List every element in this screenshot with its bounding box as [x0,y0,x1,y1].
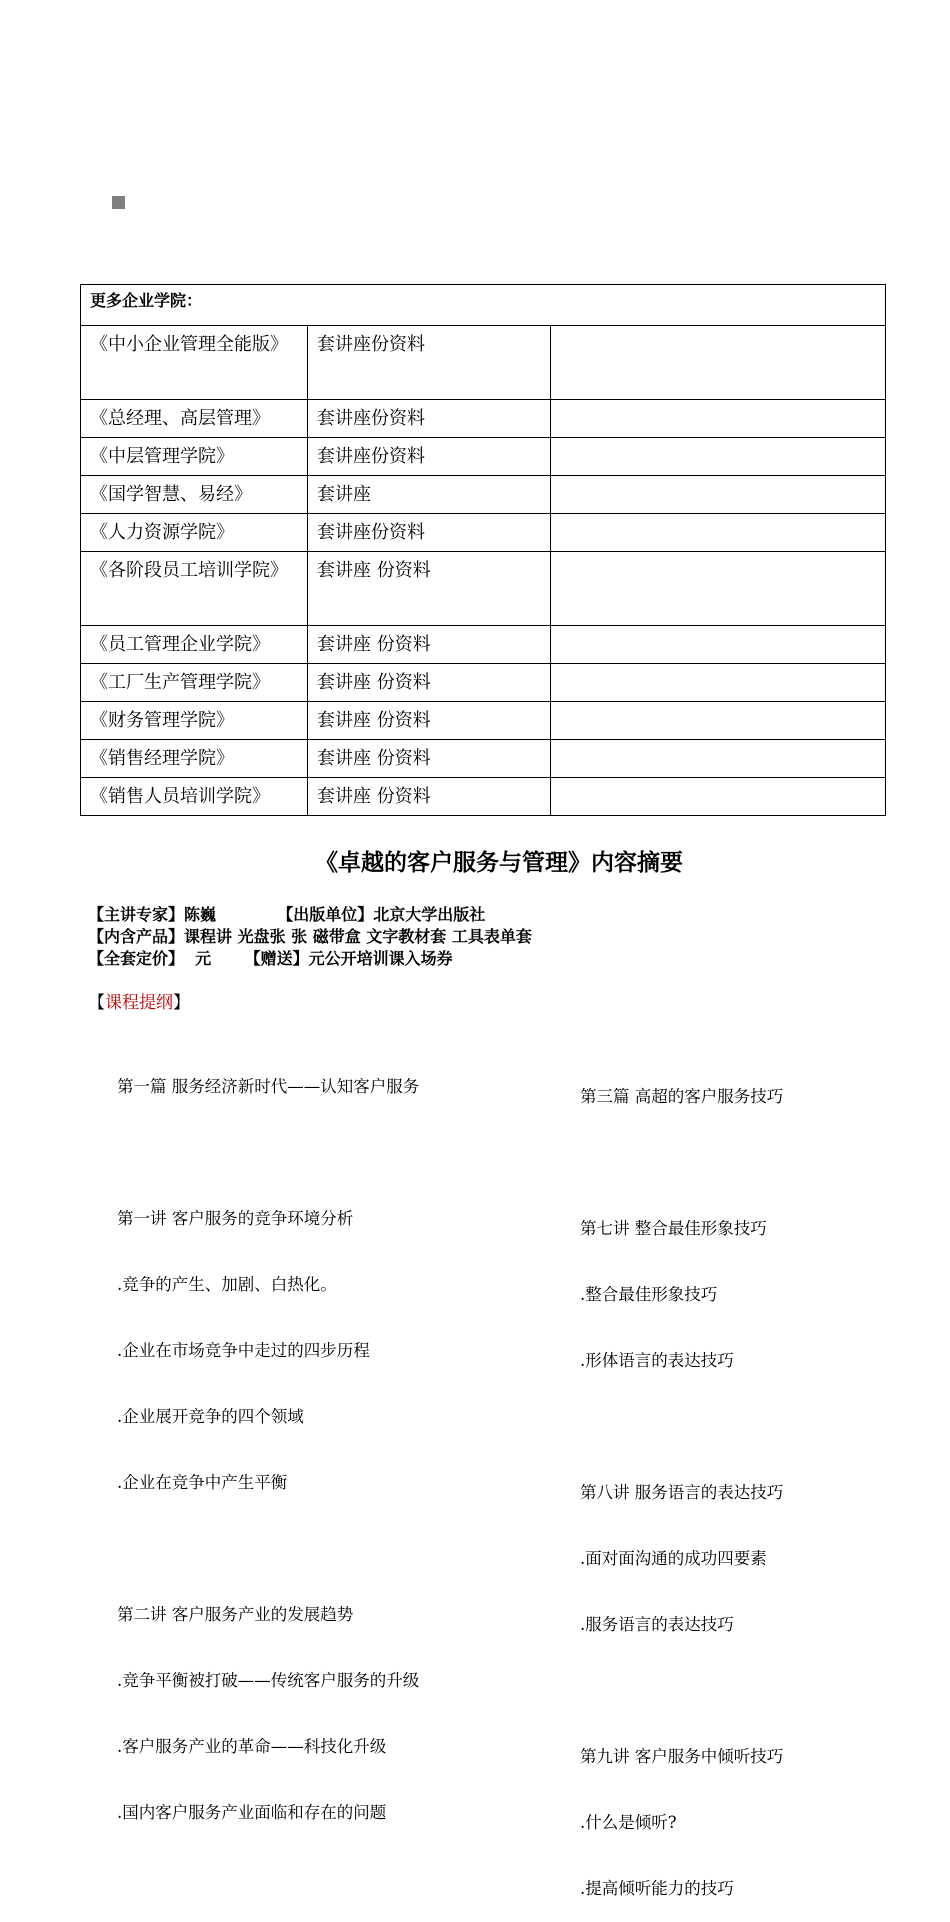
more-academies-table [80,284,886,816]
list-item: .面对面沟通的成功四要素 [580,1549,767,1568]
list-item: .整合最佳形象技巧 [580,1285,718,1304]
table-row [81,476,886,514]
table-header: 更多企业学院： [81,285,886,326]
outline-bracket-open: 【 [88,993,105,1013]
list-item: .企业在市场竞争中走过的四步历程 [117,1341,370,1360]
academy-contents: 套讲座份资料 [308,326,551,400]
empty-cell [551,626,886,664]
outline-heading [88,988,190,1013]
academy-contents: 套讲座 [308,476,551,514]
list-item: .企业展开竞争的四个领域 [117,1407,304,1426]
empty-cell [551,326,886,400]
info-expert-publisher: 【主讲专家】陈巍 【出版单位】北京大学出版社 [88,905,486,924]
table-row [81,778,886,816]
academy-name: 《总经理、高层管理》 [81,400,308,438]
table-row [81,438,886,476]
table-row [81,552,886,626]
lecture-title: 第七讲 整合最佳形象技巧 [580,1219,767,1238]
academy-contents: 套讲座 份资料 [308,778,551,816]
empty-cell [551,664,886,702]
document-title: 《卓越的客户服务与管理》内容摘要 [315,850,683,876]
list-item: .企业在竞争中产生平衡 [117,1473,288,1492]
lecture-title: 第二讲 客户服务产业的发展趋势 [117,1605,354,1624]
info-products: 【内含产品】课程讲 光盘张 张 磁带盒 文字教材套 工具表单套 [88,927,532,946]
academy-name: 《中层管理学院》 [81,438,308,476]
academy-name: 《人力资源学院》 [81,514,308,552]
academy-contents: 套讲座份资料 [308,400,551,438]
list-item: .提高倾听能力的技巧 [580,1879,734,1898]
empty-cell [551,514,886,552]
academy-contents: 套讲座份资料 [308,438,551,476]
empty-cell [551,740,886,778]
academy-name: 《销售经理学院》 [81,740,308,778]
empty-cell [551,552,886,626]
outline-right-column [580,1042,783,1922]
lecture-title: 第八讲 服务语言的表达技巧 [580,1483,784,1502]
list-item: .竞争的产生、加剧、白热化。 [117,1275,337,1294]
table-row [81,326,886,400]
outline-bracket-close: 】 [173,993,190,1013]
list-item: .服务语言的表达技巧 [580,1615,734,1634]
academy-contents: 套讲座 份资料 [308,740,551,778]
list-item: .什么是倾听? [580,1813,677,1832]
table-row [81,514,886,552]
academy-contents: 套讲座 份资料 [308,664,551,702]
academy-contents: 套讲座份资料 [308,514,551,552]
list-item: .国内客户服务产业面临和存在的问题 [117,1803,387,1822]
empty-cell [551,778,886,816]
empty-cell [551,702,886,740]
lecture-title: 第一讲 客户服务的竞争环境分析 [117,1209,354,1228]
table-row [81,626,886,664]
outline-left-column [117,1032,419,1846]
academy-contents: 套讲座 份资料 [308,702,551,740]
list-item: .客户服务产业的革命——科技化升级 [117,1737,387,1756]
academy-name: 《员工管理企业学院》 [81,626,308,664]
part-title: 第一篇 服务经济新时代——认知客户服务 [117,1077,420,1096]
list-item: .竞争平衡被打破——传统客户服务的升级 [117,1671,420,1690]
academy-name: 《销售人员培训学院》 [81,778,308,816]
info-price-gift: 【全套定价】 元 【赠送】元公开培训课入场券 [88,949,453,968]
academy-name: 《财务管理学院》 [81,702,308,740]
outline-label: 课程提纲 [105,993,173,1013]
academy-name: 《国学智慧、易经》 [81,476,308,514]
list-item: .形体语言的表达技巧 [580,1351,734,1370]
academy-name: 《工厂生产管理学院》 [81,664,308,702]
lecture-title: 第九讲 客户服务中倾听技巧 [580,1747,784,1766]
academy-contents: 套讲座 份资料 [308,552,551,626]
table-row [81,702,886,740]
table-row [81,740,886,778]
table-row [81,664,886,702]
academy-name: 《中小企业管理全能版》 [81,326,308,400]
square-bullet-icon [112,196,125,209]
academy-contents: 套讲座 份资料 [308,626,551,664]
empty-cell [551,476,886,514]
table-row [81,400,886,438]
course-info [88,904,532,970]
empty-cell [551,438,886,476]
empty-cell [551,400,886,438]
academy-name: 《各阶段员工培训学院》 [81,552,308,626]
part-title: 第三篇 高超的客户服务技巧 [580,1087,784,1106]
